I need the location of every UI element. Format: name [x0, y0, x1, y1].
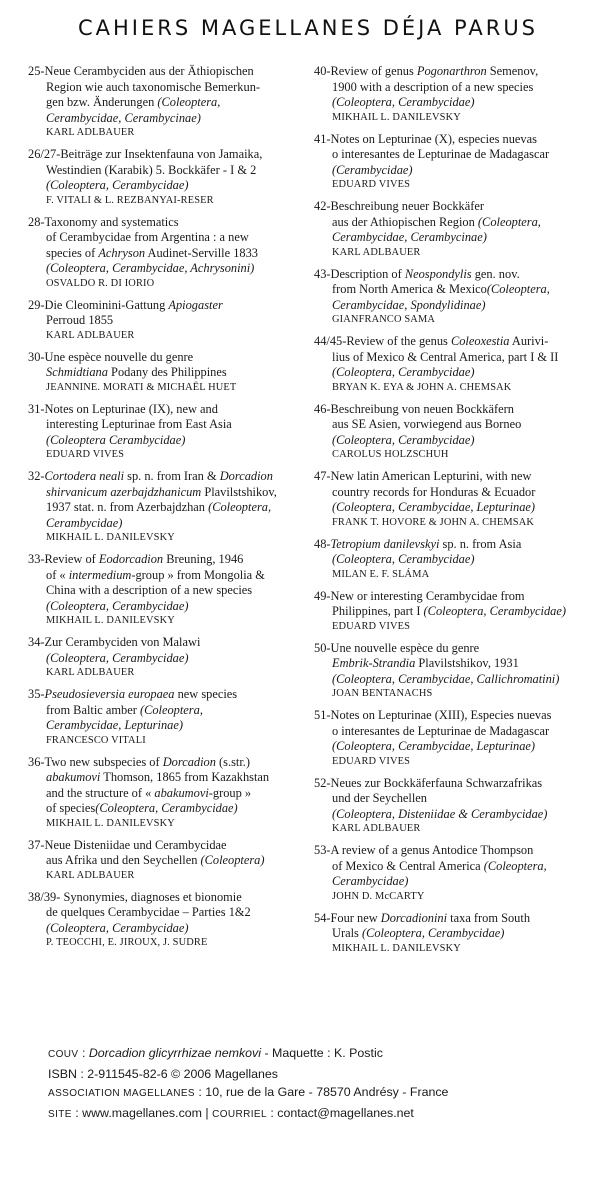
title-text: 32-: [28, 469, 45, 483]
entry-title-continuation: [28, 718, 316, 734]
entry-title-continuation: [314, 215, 602, 231]
catalogue-entry: [28, 890, 316, 951]
entry-author: KARL ADLBAUER: [46, 127, 135, 138]
title-text: China with a description of a new species: [46, 583, 253, 597]
catalogue-entry: [314, 776, 602, 837]
entry-title-continuation: [28, 921, 316, 937]
left-column: [28, 64, 316, 957]
catalogue-entry: [314, 334, 602, 395]
taxon-text: (Coleoptera,: [483, 858, 547, 873]
entry-title-line: [314, 469, 602, 485]
title-text: country records for Honduras & Ecuador: [332, 484, 536, 499]
title-text: 46-Beschreibung von neuen Bockkäfern: [314, 401, 514, 416]
title-text: gen bzw. Änderungen: [46, 95, 158, 109]
cover-separator: :: [78, 1046, 89, 1060]
catalogue-entry: [314, 64, 602, 125]
entry-title-continuation: [314, 739, 602, 755]
entry-title-continuation: [314, 350, 602, 366]
taxon-text: (Coleoptera): [200, 853, 265, 867]
catalogue-entry: [28, 838, 316, 883]
entry-author: EDUARD VIVES: [46, 449, 125, 460]
entry-author: MIKHAIL L. DANILEVSKY: [46, 532, 175, 543]
title-text: Urals: [332, 926, 362, 940]
taxon-text: Cerambycidae): [46, 515, 123, 530]
taxon-text: (Coleoptera, Cerambycidae): [332, 365, 475, 379]
title-text: 34-Zur Cerambyciden von Malawi: [28, 635, 201, 649]
title-text: lius of Mexico & Central America, part I & II: [332, 349, 559, 364]
entry-title-line: [314, 708, 602, 724]
association-name: ASSOCIATION MAGELLANES: [48, 1088, 195, 1099]
entry-title-line: [314, 589, 602, 605]
taxon-text: Eodorcadion: [98, 552, 164, 566]
entry-author: MIKHAIL L. DANILEVSKY: [332, 111, 461, 123]
entry-author: KARL ADLBAUER: [46, 329, 135, 341]
entry-author: EDUARD VIVES: [332, 620, 411, 632]
entry-author: KARL ADLBAUER: [332, 823, 421, 834]
taxon-text: Achryson: [98, 245, 146, 260]
entry-author: MIKHAIL L. DANILEVSKY: [46, 615, 175, 626]
entry-title-continuation: [28, 417, 316, 433]
taxon-text: (Coleoptera Cerambycidae): [46, 432, 186, 447]
catalogue-entry: [314, 132, 602, 193]
entry-author: JOAN BENTANACHS: [332, 688, 433, 699]
taxon-text: Cerambycidae, Lepturinae): [46, 718, 183, 732]
title-text: 30-Une espèce nouvelle du genre: [28, 349, 194, 364]
entry-title-continuation: [314, 859, 602, 875]
entry-title-continuation: [314, 298, 602, 314]
title-text: Aurivi-: [509, 334, 549, 348]
entry-title-line: [28, 635, 316, 651]
entry-author: JOHN D. McCARTY: [332, 890, 425, 902]
page-title: CAHIERS MAGELLANES DÉJA PARUS: [77, 16, 539, 40]
taxon-text: (Coleoptera, Cerambycidae): [332, 95, 475, 109]
entry-title-continuation: [28, 80, 316, 96]
title-text: o interesantes de Lepturinae de Madagascar: [332, 147, 550, 161]
title-text: taxa from South: [447, 910, 531, 925]
catalogue-entry: [314, 641, 602, 702]
catalogue-entry: [314, 911, 602, 956]
entry-title-line: [28, 552, 316, 568]
taxon-text: (Coleoptera,: [157, 95, 221, 109]
title-text: 33-Review of: [28, 552, 99, 566]
entry-author: F. VITALI & L. REZBANYAI-RESER: [46, 194, 214, 206]
title-text: 35-: [28, 687, 45, 701]
entry-title-continuation: [28, 111, 316, 127]
title-text: Westindien (Karabik) 5. Bockkäfer - I & 2: [46, 162, 257, 177]
title-text: 54-Four new: [314, 910, 381, 925]
entry-title-line: [314, 334, 602, 350]
title-text: Breuning, 1946: [163, 552, 244, 566]
entry-title-continuation: [314, 80, 602, 96]
taxon-text: Dorcadion: [162, 754, 216, 769]
entry-title-continuation: [28, 433, 316, 449]
title-text: Thomson, 1865 from Kazakhstan: [100, 770, 270, 784]
catalogue-entry: [314, 843, 602, 904]
right-column: [314, 64, 602, 963]
catalogue-entry: [28, 552, 316, 628]
entry-author: MIKHAIL L. DANILEVSKY: [46, 817, 175, 829]
entry-author: OSVALDO R. DI IORIO: [46, 277, 155, 289]
cover-credit-line: [48, 1044, 608, 1065]
title-text: aus Afrika und den Seychellen: [46, 853, 201, 867]
entry-title-line: [314, 199, 602, 215]
taxon-text: Schmidtiana: [46, 365, 108, 379]
title-text: Region wie auch taxonomische Bemerkun-: [46, 79, 261, 94]
taxon-text: Cerambycidae): [332, 874, 409, 888]
title-text: -group »: [208, 785, 252, 800]
title-text: 51-Notes on Lepturinae (XIII), Especies nuevas: [314, 708, 552, 722]
entry-title-continuation: [28, 583, 316, 599]
title-text: 37-Neue Disteniidae und Cerambycidae: [28, 837, 227, 852]
taxon-text: (Coleoptera,: [208, 500, 272, 514]
entry-author: MILAN E. F. SLÁMA: [332, 568, 430, 580]
entry-title-continuation: [28, 230, 316, 246]
title-text: 41-Notes on Lepturinae (X), especies nuevas: [314, 131, 537, 146]
entry-title-continuation: [314, 163, 602, 179]
entry-title-line: [28, 350, 316, 366]
title-text: 31-Notes on Lepturinae (IX), new and: [28, 401, 218, 416]
title-text: Audinet-Serville 1833: [145, 245, 259, 260]
title-text: 29-Die Cleominini-Gattung: [28, 297, 169, 312]
taxon-text: (Coleoptera, Cerambycidae, Callichromatini): [332, 671, 560, 686]
entry-title-line: [28, 298, 316, 314]
mail-separator: :: [266, 1105, 278, 1120]
title-text: und der Seychellen: [332, 791, 427, 805]
entry-title-continuation: [314, 791, 602, 807]
taxon-text: intermedium: [68, 567, 132, 582]
association-line: [48, 1083, 608, 1104]
entry-title-line: [28, 755, 316, 771]
title-text: Philippines, part I: [332, 604, 424, 618]
taxon-text: (Coleoptera, Disteniidae & Cerambycidae): [332, 806, 548, 821]
title-text: and the structure of «: [46, 785, 155, 800]
entry-title-continuation: [28, 246, 316, 262]
taxon-text: Dorcadion: [219, 469, 273, 483]
taxon-text: (Coleoptera, Cerambycidae): [361, 926, 505, 940]
entry-title-continuation: [314, 147, 602, 163]
catalogue-entry: [314, 199, 602, 260]
taxon-text: (Coleoptera,: [486, 282, 550, 296]
entry-author: KARL ADLBAUER: [46, 869, 135, 881]
taxon-text: Tetropium danilevskyi: [330, 536, 440, 551]
colophon: [48, 1044, 608, 1124]
entry-author: KARL ADLBAUER: [46, 667, 135, 678]
title-text: aus SE Asien, vorwiegend aus Borneo: [332, 417, 522, 431]
entry-author: EDUARD VIVES: [332, 755, 411, 767]
entry-author: JEANNINE. MORATI & MICHAËL HUET: [46, 381, 237, 393]
entry-title-continuation: [28, 95, 316, 111]
taxon-text: shirvanicum azerbajdzhanicum: [46, 484, 202, 499]
title-text: sp. n. from Asia: [439, 536, 522, 551]
title-text: Podany des Philippines: [107, 365, 227, 379]
contact-divider: |: [201, 1105, 213, 1120]
entry-title-continuation: [314, 433, 602, 449]
entry-title-continuation: [314, 926, 602, 942]
entry-title-continuation: [28, 651, 316, 667]
taxon-text: (Coleoptera, Cerambycidae): [95, 801, 238, 815]
title-text: species of: [46, 245, 99, 260]
entry-title-continuation: [28, 770, 316, 786]
entry-title-continuation: [28, 178, 316, 194]
entry-title-line: [314, 132, 602, 148]
title-text: Plavilstshikov,: [201, 484, 277, 499]
title-text: 1937 stat. n. from Azerbajdzhan: [46, 500, 209, 514]
entry-title-line: [314, 641, 602, 657]
entry-author: FRANCESCO VITALI: [46, 734, 146, 746]
entry-title-continuation: [314, 604, 602, 620]
entry-title-continuation: [314, 500, 602, 516]
taxon-text: Apiogaster: [168, 297, 223, 312]
title-text: 44/45-Review of the genus: [314, 334, 451, 348]
entry-title-line: [314, 911, 602, 927]
taxon-text: (Coleoptera, Cerambycidae): [423, 604, 567, 618]
taxon-text: (Coleoptera,: [139, 702, 203, 717]
cover-species: Dorcadion glicyrrhizae nemkovi: [88, 1046, 261, 1060]
title-text: 50-Une nouvelle espèce du genre: [314, 640, 480, 655]
title-text: 25-Neue Cerambyciden aus der Äthiopischen: [28, 64, 254, 78]
title-text: Perroud 1855: [46, 313, 114, 327]
title-text: of Mexico & Central America: [332, 858, 484, 873]
entry-title-line: [28, 890, 316, 906]
entry-title-continuation: [28, 261, 316, 277]
entry-title-continuation: [28, 786, 316, 802]
entry-title-continuation: [28, 500, 316, 516]
title-text: 53-A review of a genus Antodice Thompson: [314, 843, 534, 857]
entry-author: KARL ADLBAUER: [332, 246, 421, 258]
entry-title-continuation: [28, 703, 316, 719]
entry-title-line: [314, 267, 602, 283]
catalogue-entry: [28, 147, 316, 208]
taxon-text: Embrik-Strandia: [332, 656, 416, 670]
title-text: 40-Review of genus: [314, 64, 417, 78]
entry-author: P. TEOCCHI, E. JIROUX, J. SUDRE: [46, 937, 208, 948]
cover-design-credit: - Maquette : K. Postic: [261, 1046, 383, 1060]
catalogue-entry: [314, 537, 602, 582]
entry-title-continuation: [28, 853, 316, 869]
entry-title-continuation: [314, 485, 602, 501]
title-text: aus der Athiopischen Region: [332, 214, 478, 229]
taxon-text: (Coleoptera, Cerambycidae, Lepturinae): [332, 500, 536, 514]
entry-title-continuation: [28, 365, 316, 381]
taxon-text: Pogonarthron: [416, 64, 487, 78]
title-text: o interesantes de Lepturinae de Madagascar: [332, 723, 550, 738]
entry-title-continuation: [314, 874, 602, 890]
taxon-text: Pseudosieversia europaea: [44, 687, 175, 701]
entry-title-line: [314, 776, 602, 792]
entry-title-continuation: [314, 672, 602, 688]
cover-label: COUV: [48, 1049, 79, 1060]
entry-title-continuation: [314, 95, 602, 111]
taxon-text: Cerambycidae, Cerambycinae): [332, 230, 487, 244]
title-text: gen. nov.: [471, 266, 520, 281]
title-text: Semenov,: [486, 64, 539, 78]
entry-author: MIKHAIL L. DANILEVSKY: [332, 942, 461, 954]
taxon-text: (Coleoptera, Cerambycidae): [46, 598, 189, 613]
catalogue-entry: [314, 469, 602, 530]
association-address: : 10, rue de la Gare - 78570 Andrésy - France: [194, 1085, 449, 1099]
entry-title-continuation: [314, 552, 602, 568]
title-text: 49-New or interesting Cerambycidae from: [314, 588, 525, 603]
entry-title-continuation: [28, 801, 316, 817]
catalogue-entry: [314, 267, 602, 328]
entry-title-continuation: [28, 905, 316, 921]
entry-title-line: [28, 838, 316, 854]
catalogue-entry: [314, 589, 602, 634]
taxon-text: Cerambycidae, Spondylidinae): [332, 297, 486, 312]
catalogue-entry: [314, 708, 602, 769]
catalogue-entry: [28, 402, 316, 463]
taxon-text: (Coleoptera, Cerambycidae): [46, 178, 189, 192]
entry-title-continuation: [28, 313, 316, 329]
entry-author: EDUARD VIVES: [332, 179, 411, 190]
catalogue-entry: [28, 215, 316, 291]
taxon-text: abakumovi: [46, 770, 101, 784]
entry-title-line: [314, 402, 602, 418]
entry-title-continuation: [314, 417, 602, 433]
entry-title-continuation: [28, 163, 316, 179]
title-text: -group » from Mongolia &: [131, 567, 265, 582]
title-text: from Baltic amber: [46, 702, 140, 717]
taxon-text: (Coleoptera, Cerambycidae): [332, 432, 475, 447]
title-text: 52-Neues zur Bockkäferfauna Schwarzafrikas: [314, 775, 543, 790]
entry-title-line: [314, 537, 602, 553]
entry-title-continuation: [314, 282, 602, 298]
entry-title-line: [28, 64, 316, 80]
catalogue-entry: [28, 64, 316, 140]
site-label: SITE: [48, 1108, 72, 1120]
entry-title-continuation: [314, 724, 602, 740]
entry-author: CAROLUS HOLZSCHUH: [332, 449, 449, 460]
entry-author: BRYAN K. EYA & JOHN A. CHEMSAK: [332, 381, 512, 393]
title-text: sp. n. from Iran &: [124, 469, 220, 483]
taxon-text: (Coleoptera, Cerambycidae): [46, 650, 189, 665]
entry-title-continuation: [314, 807, 602, 823]
catalogue-entry: [28, 350, 316, 395]
taxon-text: Dorcadionini: [380, 910, 448, 925]
isbn-line: ISBN : 2-911545-82-6 © 2006 Magellanes: [48, 1066, 279, 1081]
entry-title-continuation: [28, 516, 316, 532]
entry-title-line: [314, 843, 602, 859]
taxon-text: (Coleoptera,: [477, 214, 541, 229]
title-text: of Cerambycidae from Argentina : a new: [46, 230, 249, 244]
entry-title-line: [28, 147, 316, 163]
title-text: Plavilstshikov, 1931: [415, 656, 519, 670]
entry-title-continuation: [314, 230, 602, 246]
title-text: 36-Two new subspecies of: [28, 754, 163, 769]
title-text: de quelques Cerambycidae – Parties 1&2: [46, 905, 251, 919]
taxon-text: Neospondylis: [404, 266, 472, 281]
title-text: 47-New latin American Lepturini, with new: [314, 469, 532, 483]
site-separator: :: [71, 1105, 83, 1120]
title-text: (s.str.): [215, 754, 251, 769]
contact-line: [48, 1104, 608, 1125]
entry-title-line: [314, 64, 602, 80]
entry-title-line: [28, 687, 316, 703]
entry-title-continuation: [28, 599, 316, 615]
title-text: 26/27-Beiträge zur Insektenfauna von Jamaika,: [28, 147, 263, 161]
catalogue-entry: [28, 298, 316, 343]
taxon-text: Cortodera neali: [44, 469, 125, 483]
title-text: new species: [174, 687, 238, 701]
title-text: 1900 with a description of a new species: [332, 79, 534, 94]
catalogue-entry: [314, 402, 602, 463]
taxon-text: Coleoxestia: [450, 334, 510, 348]
entry-title-continuation: [28, 568, 316, 584]
title-text: 48-: [314, 536, 331, 551]
title-text: interesting Lepturinae from East Asia: [46, 417, 232, 431]
title-text: from North America & Mexico: [332, 282, 487, 296]
entry-title-line: [28, 469, 316, 485]
title-text: 43-Description of: [314, 266, 405, 281]
taxon-text: abakumovi: [154, 785, 209, 800]
title-text: 28-Taxonomy and systematics: [28, 214, 179, 229]
email-link[interactable]: contact@magellanes.net: [277, 1105, 414, 1120]
title-text: 38/39- Synonymies, diagnoses et bionomie: [28, 889, 242, 904]
entry-author: FRANK T. HOVORE & JOHN A. CHEMSAK: [332, 516, 535, 528]
catalogue-entry: [28, 687, 316, 748]
entry-title-line: [28, 215, 316, 231]
catalogue-entry: [28, 635, 316, 680]
taxon-text: (Coleoptera, Cerambycidae): [46, 920, 189, 935]
taxon-text: (Cerambycidae): [332, 162, 413, 177]
website-link[interactable]: www.magellanes.com: [82, 1105, 202, 1120]
entry-title-continuation: [314, 656, 602, 672]
entry-title-line: [28, 402, 316, 418]
catalogue-entry: [28, 469, 316, 545]
entry-author: GIANFRANCO SAMA: [332, 314, 435, 325]
taxon-text: (Coleoptera, Cerambycidae, Achrysonini): [46, 261, 255, 275]
entry-title-continuation: [314, 365, 602, 381]
taxon-text: (Coleoptera, Cerambycidae): [332, 552, 475, 566]
mail-label: COURRIEL: [212, 1108, 267, 1120]
catalogue-entry: [28, 755, 316, 831]
title-text: of «: [46, 567, 69, 582]
taxon-text: Cerambycidae, Cerambycinae): [46, 110, 201, 125]
entry-title-continuation: [28, 485, 316, 501]
title-text: 42-Beschreibung neuer Bockkäfer: [314, 199, 484, 213]
taxon-text: (Coleoptera, Cerambycidae, Lepturinae): [332, 739, 536, 753]
title-text: of species: [46, 801, 96, 815]
